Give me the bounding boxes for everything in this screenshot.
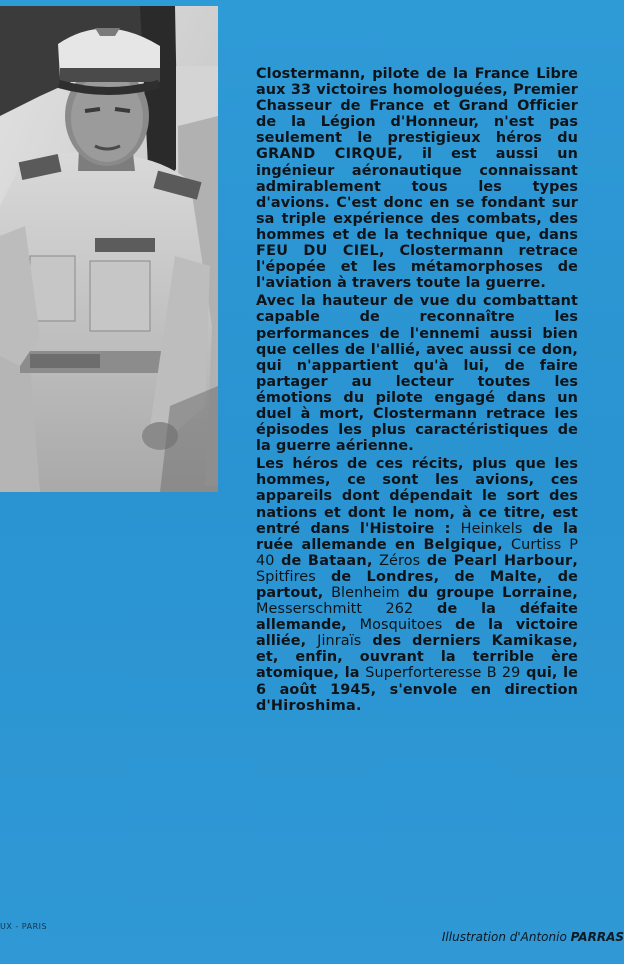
text-run: Curtiss P 40 <box>256 536 578 569</box>
text-run: , <box>366 552 380 569</box>
text-run: Jinraïs <box>317 633 362 650</box>
text-run: Kamikase <box>491 633 573 650</box>
text-run: , <box>572 552 578 569</box>
text-run: de <box>274 552 308 569</box>
text-run: , Clostermann retrace l'épopée et les métamorphoses de l'aviation à travers toute la guerre. <box>256 243 578 292</box>
blurb-paragraph-3 <box>256 456 578 714</box>
text-run: . <box>356 697 362 714</box>
text-run: Pearl Harbour <box>453 552 573 569</box>
illustration-credit <box>442 930 624 944</box>
text-run: Lorraine <box>502 585 573 601</box>
credit-name: PARRAS <box>570 930 624 944</box>
text-run: Blenheim <box>331 585 400 601</box>
text-run: Spitfires <box>256 568 316 585</box>
text-run: Heinkels <box>460 520 523 537</box>
pilot-portrait-image <box>0 6 218 492</box>
text-run: , <box>497 536 511 553</box>
blurb-paragraph-1 <box>256 66 578 291</box>
text-run: Avec la hauteur de vue du combattant capable de reconnaître les performances de l'ennemi aussi bien que celles de l'allié, avec aussi ce don, qui n'appartient qu'à lui, de faire partager au lecteur toutes les émotions du pilote engagé dans un duel à mort, Clostermann retrace les épisodes les plus caractéristiques de la guerre aérienne. <box>256 293 578 455</box>
text-run: de la défaite allemande, <box>256 601 579 634</box>
text-run: GRAND CIRQUE <box>256 146 398 163</box>
printer-imprint: UX - PARIS <box>0 922 48 931</box>
text-run: de <box>315 568 367 585</box>
text-run: , de partout, <box>256 568 578 601</box>
text-run: de la victoire alliée, <box>256 617 578 650</box>
pilot-portrait-photo <box>0 6 218 492</box>
text-run: , <box>572 585 578 601</box>
text-run: qui, le 6 août 1945, s'envole en direction d' <box>256 665 578 714</box>
text-run: de <box>420 552 454 569</box>
blurb-text <box>256 66 578 716</box>
credit-prefix: Illustration d'Antonio <box>441 930 571 944</box>
text-run: , il est aussi un ingénieur aéronautique connaissant admirablement tous les types d'avions. C'est donc en se fondant sur sa triple expérience des combats, des hommes et de la technique que, dans <box>256 146 578 243</box>
text-run: du groupe <box>399 585 503 601</box>
text-run: Clostermann, pilote de la France Libre aux 33 victoires homologuées, Premier Chasseur de France et Grand Officier de la Légion d'Honneur, n'est pas seulement le prestigieux héros du <box>256 66 578 147</box>
text-run: FEU DU CIEL <box>256 243 379 260</box>
blurb-paragraph-2 <box>256 293 578 454</box>
text-run: Les héros de ces récits, plus que les hommes, ce sont les avions, ces appareils dont dépendait le sort des nations et dont le nom, à ce titre, est entré dans l'Histoire : <box>256 456 578 537</box>
text-run: Belgique <box>423 536 498 553</box>
text-run: de la ruée allemande en <box>256 520 578 553</box>
text-run: Mosquitoes <box>359 617 443 634</box>
text-run: Messerschmitt 262 <box>256 601 414 618</box>
text-run: Superforteresse B 29 <box>365 665 521 682</box>
text-run: Hiroshima <box>270 697 357 714</box>
text-run: des derniers <box>361 633 492 650</box>
text-run: , et, enfin, ouvrant la terrible ère atomique, la <box>256 633 578 682</box>
text-run: Zéros <box>379 552 421 569</box>
text-run: Londres <box>366 568 434 585</box>
text-run: , de <box>433 568 490 585</box>
text-run: Malte <box>489 568 537 585</box>
text-run: Bataan <box>307 552 367 569</box>
